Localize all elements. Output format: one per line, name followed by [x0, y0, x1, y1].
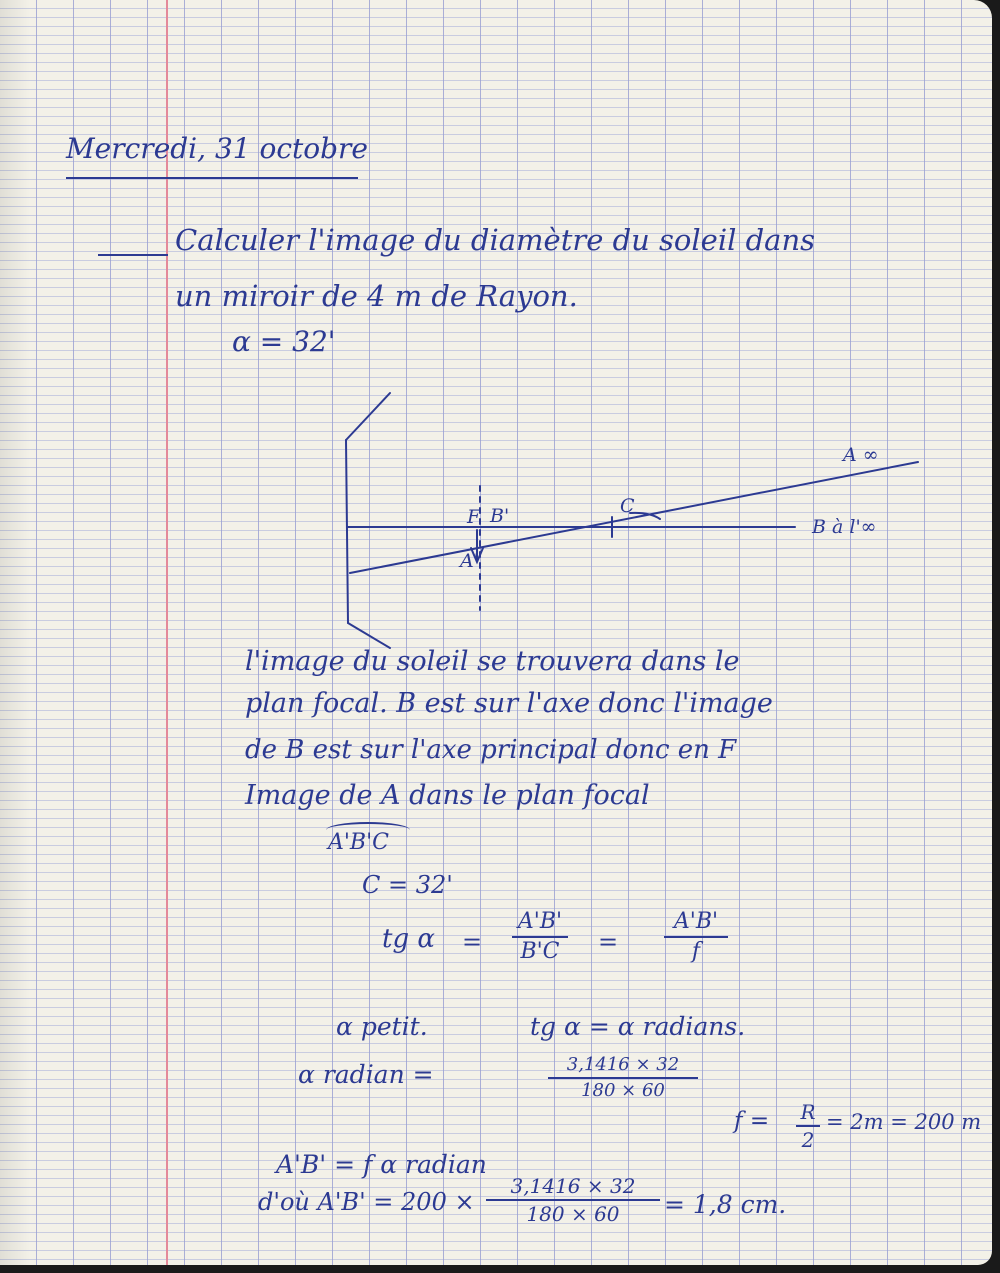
explanation-line-3: de B est sur l'axe principal donc en F	[245, 735, 737, 765]
date-heading: Mercredi, 31 octobre	[66, 132, 368, 165]
fraction-bar	[548, 1077, 698, 1079]
fraction-numerator: A'B'	[673, 909, 719, 934]
fraction-bar	[664, 936, 728, 938]
fraction-denominator: 180 × 60	[526, 1202, 620, 1226]
final-result: = 1,8 cm.	[664, 1190, 787, 1219]
focal-length-lead: f =	[734, 1108, 770, 1134]
tangent-approximation: tg α = α radians.	[530, 1012, 746, 1041]
fraction-final	[486, 1175, 660, 1225]
image-size-formula: A'B' = f α radian	[276, 1150, 487, 1179]
label-F: F	[467, 506, 481, 528]
equals-sign-2: =	[598, 928, 619, 956]
fraction-denominator: f	[691, 939, 701, 965]
fraction-denominator: 180 × 60	[581, 1079, 665, 1101]
fraction-ab-over-bc	[512, 910, 568, 964]
label-B-infinity: B à l'∞	[812, 516, 877, 538]
label-A-prime: A'	[460, 550, 479, 572]
mirror-surface	[346, 440, 348, 623]
fraction-radian-conversion	[548, 1055, 698, 1101]
focal-length-value: = 2m = 200 m	[826, 1110, 982, 1134]
problem-line-1: Calculer l'image du diamètre du soleil dans	[175, 223, 816, 257]
explanation-line-4: Image de A dans le plan focal	[245, 780, 650, 811]
label-C: C	[620, 495, 635, 517]
fraction-numerator: A'B'	[517, 909, 563, 934]
fraction-numerator: 3,1416 × 32	[566, 1054, 680, 1075]
equals-sign-1: =	[462, 928, 483, 956]
fraction-numerator: R	[800, 1100, 816, 1124]
final-computation-lead: d'où A'B' = 200 ×	[258, 1188, 475, 1216]
fraction-ab-over-f	[664, 910, 728, 964]
fraction-denominator: B'C	[520, 939, 560, 965]
problem-line-2: un miroir de 4 m de Rayon.	[175, 279, 578, 313]
tangent-alpha: tg α	[382, 924, 435, 954]
angle-label: A'B'C	[328, 830, 389, 855]
fraction-numerator: 3,1416 × 32	[510, 1174, 636, 1198]
fraction-bar	[796, 1125, 820, 1127]
alpha-small-note: α petit.	[336, 1012, 428, 1041]
mirror-bottom-edge	[348, 623, 390, 648]
alpha-radian-label: α radian =	[298, 1060, 434, 1089]
label-B-prime: B'	[490, 505, 510, 527]
fraction-denominator: 2	[801, 1128, 815, 1152]
fraction-bar	[512, 936, 568, 938]
fraction-r-over-2	[796, 1101, 820, 1151]
explanation-line-1: l'image du soleil se trouvera dans le	[245, 646, 740, 677]
angle-value: C = 32'	[362, 871, 453, 899]
mirror-top-edge	[346, 393, 390, 440]
label-A-infinity: A ∞	[843, 444, 879, 466]
explanation-line-2: plan focal. B est sur l'axe donc l'image	[245, 688, 773, 719]
fraction-bar	[486, 1199, 660, 1201]
given-angle: α = 32'	[232, 325, 336, 358]
